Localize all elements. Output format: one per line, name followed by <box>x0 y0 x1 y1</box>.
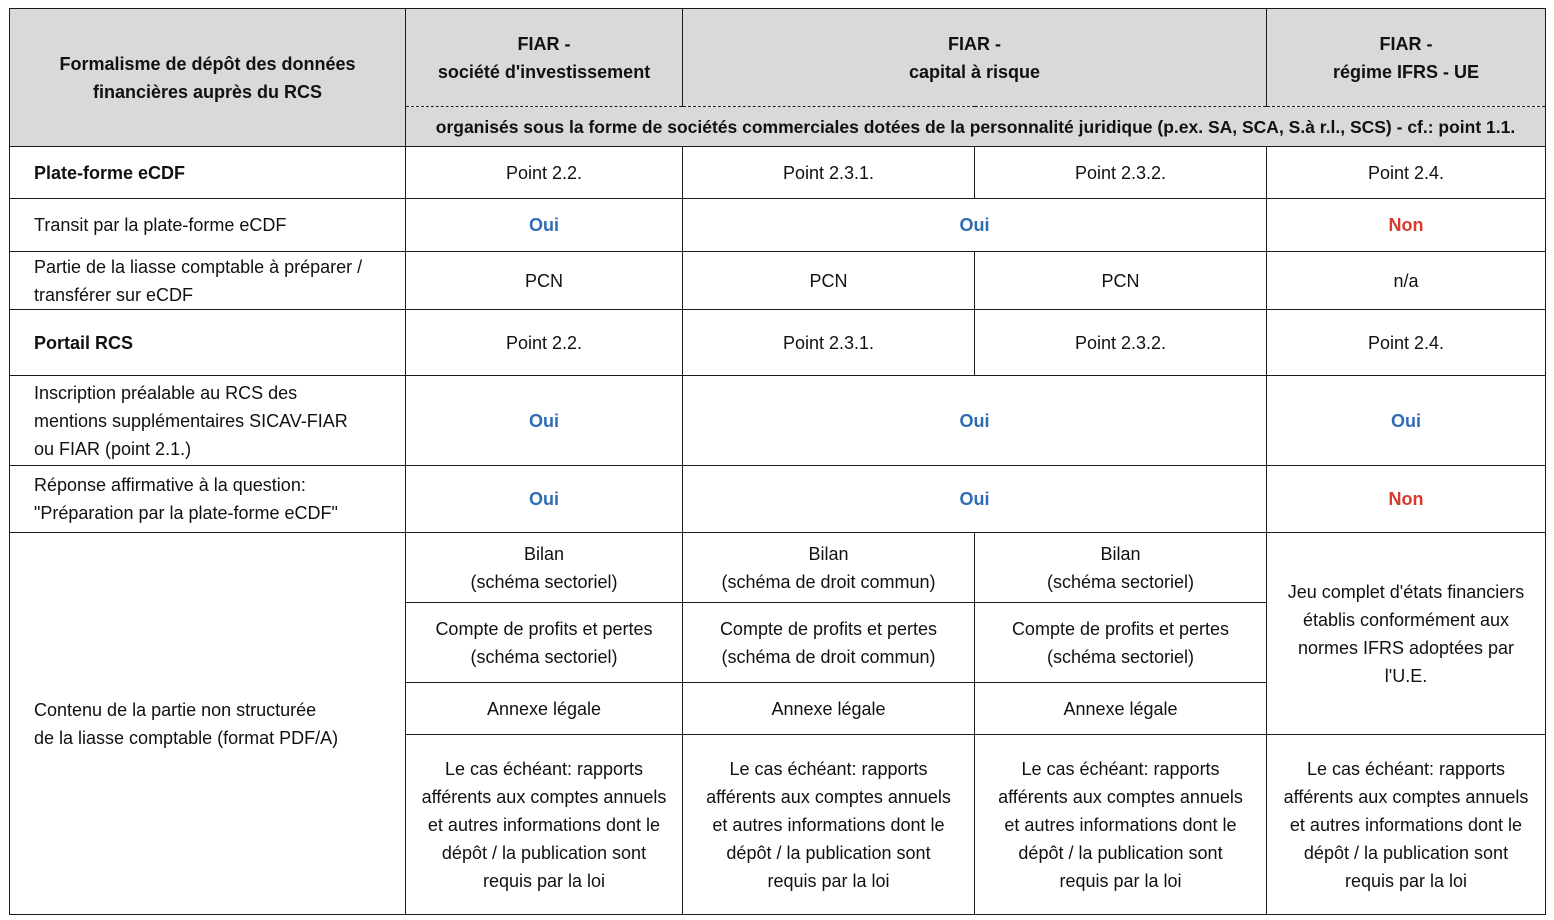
reponse-label-line2: "Préparation par la plate-forme eCDF" <box>34 503 338 523</box>
row-label-reponse <box>10 466 406 533</box>
cell-ecdf-c4: Point 2.4. <box>1267 147 1546 199</box>
rapports-line2: afférents aux comptes annuels <box>998 786 1243 807</box>
rapports-line5: requis par la loi <box>1344 870 1468 891</box>
table-row-reponse <box>10 466 1546 533</box>
bilan-title: Bilan <box>523 543 565 564</box>
col1-header-line2: société d'investissement <box>437 61 651 82</box>
cell-compte-c3 <box>975 603 1267 683</box>
row-label-partie-liasse <box>10 252 406 310</box>
cell-transit-c4: Non <box>1267 199 1546 252</box>
cell-annexe-c1: Annexe légale <box>406 683 683 735</box>
corner-header <box>10 9 406 147</box>
rapports-line1: Le cas échéant: rapports <box>1021 758 1220 779</box>
cell-partie-c4: n/a <box>1267 252 1546 310</box>
col3-header-line1: FIAR - <box>1379 33 1433 54</box>
cell-transit-c2: Oui <box>683 199 1267 252</box>
rapports-line3: et autres informations dont le <box>1289 814 1523 835</box>
cell-ecdf-c2: Point 2.3.1. <box>683 147 975 199</box>
ifrs-line2: établis conformément aux <box>1302 609 1510 630</box>
cell-rapports-c4 <box>1267 735 1546 915</box>
rapports-line1: Le cas échéant: rapports <box>1306 758 1506 779</box>
compte-schema: (schéma sectoriel) <box>470 646 618 667</box>
rapports-line5: requis par la loi <box>1059 870 1182 891</box>
cell-reponse-c1: Oui <box>406 466 683 533</box>
row-label-contenu <box>10 533 406 915</box>
ifrs-line4: l'U.E. <box>1384 665 1428 686</box>
rapports-line3: et autres informations dont le <box>427 814 661 835</box>
cell-portail-c2: Point 2.3.1. <box>683 310 975 376</box>
cell-ecdf-c3: Point 2.3.2. <box>975 147 1267 199</box>
inscription-label-line3: ou FIAR (point 2.1.) <box>34 438 192 459</box>
rapports-line5: requis par la loi <box>482 870 606 891</box>
cell-inscription-c4: Oui <box>1267 376 1546 466</box>
col3-header-line2: régime IFRS - UE <box>1332 61 1480 82</box>
fiar-filing-table <box>9 8 1546 915</box>
cell-transit-c1: Oui <box>406 199 683 252</box>
col1-header-line1: FIAR - <box>517 33 571 54</box>
table-row-partie-liasse <box>10 252 1546 310</box>
contenu-label-line2: de la liasse comptable (format PDF/A) <box>34 727 339 748</box>
legal-form-subtitle: organisés sous la forme de sociétés commerciales dotées de la personnalité juridique (p.ex. SA, SCA, S.à r.l., SCS) - cf.: point 1.1. <box>406 107 1546 147</box>
row-label-inscription <box>10 376 406 466</box>
contenu-label-line1: Contenu de la partie non structurée <box>34 699 317 720</box>
rapports-line4: dépôt / la publication sont <box>1303 842 1509 863</box>
bilan-schema: (schéma sectoriel) <box>1046 571 1195 592</box>
inscription-label-line1: Inscription préalable au RCS des <box>34 382 298 403</box>
row-label-portail-rcs: Portail RCS <box>10 310 406 376</box>
compte-title: Compte de profits et pertes <box>1011 618 1230 639</box>
compte-title: Compte de profits et pertes <box>719 618 938 639</box>
ifrs-line1: Jeu complet d'états financiers <box>1287 581 1525 602</box>
cell-reponse-c2: Oui <box>683 466 1267 533</box>
table-row-transit <box>10 199 1546 252</box>
cell-inscription-c1: Oui <box>406 376 683 466</box>
ifrs-line3: normes IFRS adoptées par <box>1297 637 1515 658</box>
cell-rapports-c1 <box>406 735 683 915</box>
cell-annexe-c3: Annexe légale <box>975 683 1267 735</box>
inscription-label-line2: mentions supplémentaires SICAV-FIAR <box>34 410 348 431</box>
cell-portail-c4: Point 2.4. <box>1267 310 1546 376</box>
cell-inscription-c2: Oui <box>683 376 1267 466</box>
cell-partie-c3: PCN <box>975 252 1267 310</box>
table-row-inscription <box>10 376 1546 466</box>
compte-title: Compte de profits et pertes <box>435 618 653 639</box>
rapports-line3: et autres informations dont le <box>712 814 945 835</box>
table-row-portail-rcs <box>10 310 1546 376</box>
rapports-line1: Le cas échéant: rapports <box>729 758 928 779</box>
row-label-transit: Transit par la plate-forme eCDF <box>10 199 406 252</box>
row-label-plateforme-ecdf: Plate-forme eCDF <box>10 147 406 199</box>
compte-schema: (schéma sectoriel) <box>1046 646 1195 667</box>
col-header-capital-risque <box>683 9 1267 107</box>
bilan-schema: (schéma de droit commun) <box>721 571 936 592</box>
cell-partie-c2: PCN <box>683 252 975 310</box>
bilan-title: Bilan <box>808 543 849 564</box>
rapports-line2: afférents aux comptes annuels <box>1283 786 1529 807</box>
rapports-line1: Le cas échéant: rapports <box>444 758 644 779</box>
cell-annexe-c2: Annexe légale <box>683 683 975 735</box>
cell-compte-c2 <box>683 603 975 683</box>
col2-header-line2: capital à risque <box>908 61 1041 82</box>
cell-bilan-c2 <box>683 533 975 603</box>
table-row-plateforme-ecdf <box>10 147 1546 199</box>
table-row-bilan <box>10 533 1546 603</box>
header-row <box>10 9 1546 107</box>
rapports-line5: requis par la loi <box>767 870 890 891</box>
bilan-title: Bilan <box>1100 543 1141 564</box>
rapports-line4: dépôt / la publication sont <box>441 842 647 863</box>
cell-ecdf-c1: Point 2.2. <box>406 147 683 199</box>
rapports-line3: et autres informations dont le <box>1004 814 1237 835</box>
cell-rapports-c3 <box>975 735 1267 915</box>
rapports-line2: afférents aux comptes annuels <box>421 786 667 807</box>
reponse-label-line1: Réponse affirmative à la question: <box>34 475 306 495</box>
cell-reponse-c4: Non <box>1267 466 1546 533</box>
partie-label-line1: Partie de la liasse comptable à préparer / <box>34 256 363 277</box>
bilan-schema: (schéma sectoriel) <box>470 571 618 592</box>
partie-label-line2: transférer sur eCDF <box>34 284 194 305</box>
rapports-line4: dépôt / la publication sont <box>1018 842 1223 863</box>
compte-schema: (schéma de droit commun) <box>721 646 936 667</box>
col-header-regime-ifrs <box>1267 9 1546 107</box>
cell-compte-c1 <box>406 603 683 683</box>
rapports-line4: dépôt / la publication sont <box>726 842 931 863</box>
col2-header-line1: FIAR - <box>948 33 1001 54</box>
cell-bilan-c3 <box>975 533 1267 603</box>
cell-bilan-c1 <box>406 533 683 603</box>
col-header-societe-investissement <box>406 9 683 107</box>
cell-rapports-c2 <box>683 735 975 915</box>
cell-ifrs-jeu-complet <box>1267 533 1546 735</box>
rapports-line2: afférents aux comptes annuels <box>706 786 951 807</box>
corner-header-line1: Formalisme de dépôt des données <box>59 53 356 74</box>
cell-portail-c3: Point 2.3.2. <box>975 310 1267 376</box>
cell-partie-c1: PCN <box>406 252 683 310</box>
corner-header-line2: financières auprès du RCS <box>92 81 323 102</box>
cell-portail-c1: Point 2.2. <box>406 310 683 376</box>
